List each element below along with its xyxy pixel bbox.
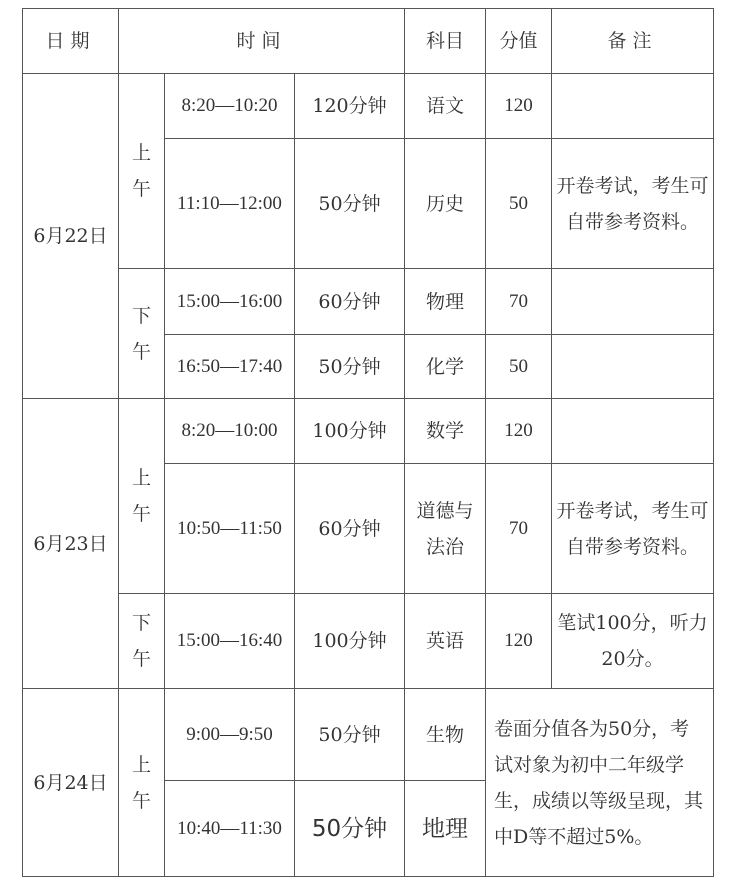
time-cell: 11:10—12:00	[165, 139, 295, 269]
time-cell: 10:50—11:50	[165, 464, 295, 594]
header-score: 分值	[486, 9, 552, 74]
score-cell: 120	[486, 399, 552, 464]
table-row	[23, 74, 714, 139]
table-row	[23, 594, 714, 689]
duration-cell: 100分钟	[295, 594, 405, 689]
duration-cell: 60分钟	[295, 464, 405, 594]
time-cell: 8:20—10:20	[165, 74, 295, 139]
duration-cell: 120分钟	[295, 74, 405, 139]
time-cell: 15:00—16:00	[165, 269, 295, 335]
period-cell: 上午	[119, 689, 165, 877]
date-cell: 6月24日	[23, 689, 119, 877]
time-cell: 15:00—16:40	[165, 594, 295, 689]
remark-cell: 笔试100分，听力20分。	[552, 594, 714, 689]
table-row	[23, 269, 714, 335]
remark-cell: 开卷考试，考生可自带参考资料。	[552, 139, 714, 269]
date-cell: 6月23日	[23, 399, 119, 689]
subject-cell: 地理	[405, 781, 486, 877]
subject-cell: 语文	[405, 74, 486, 139]
remark-cell	[552, 269, 714, 335]
score-cell: 120	[486, 74, 552, 139]
header-subject: 科目	[405, 9, 486, 74]
score-cell: 50	[486, 335, 552, 399]
subject-cell: 数学	[405, 399, 486, 464]
score-cell: 70	[486, 269, 552, 335]
duration-cell: 50分钟	[295, 335, 405, 399]
score-cell: 50	[486, 139, 552, 269]
duration-cell: 50分钟	[295, 689, 405, 781]
time-cell: 16:50—17:40	[165, 335, 295, 399]
duration-cell: 100分钟	[295, 399, 405, 464]
time-cell: 10:40—11:30	[165, 781, 295, 877]
period-cell: 上午	[119, 399, 165, 594]
period-cell: 下午	[119, 269, 165, 399]
header-date: 日期	[23, 9, 119, 74]
duration-cell: 50分钟	[295, 781, 405, 877]
table-row	[23, 399, 714, 464]
subject-cell: 物理	[405, 269, 486, 335]
subject-cell: 化学	[405, 335, 486, 399]
date-cell: 6月22日	[23, 74, 119, 399]
subject-cell: 历史	[405, 139, 486, 269]
header-remark: 备注	[552, 9, 714, 74]
duration-cell: 50分钟	[295, 139, 405, 269]
exam-schedule-table	[22, 8, 714, 877]
subject-cell: 英语	[405, 594, 486, 689]
subject-cell: 生物	[405, 689, 486, 781]
remark-cell	[552, 335, 714, 399]
remark-cell: 卷面分值各为50分，考试对象为初中二年级学生，成绩以等级呈现，其中D等不超过5%。	[486, 689, 714, 877]
period-cell: 下午	[119, 594, 165, 689]
table-row	[23, 689, 714, 781]
header-time: 时间	[119, 9, 405, 74]
score-cell: 120	[486, 594, 552, 689]
period-cell: 上午	[119, 74, 165, 269]
remark-cell: 开卷考试，考生可自带参考资料。	[552, 464, 714, 594]
remark-cell	[552, 74, 714, 139]
subject-cell: 道德与法治	[405, 464, 486, 594]
time-cell: 9:00—9:50	[165, 689, 295, 781]
remark-cell	[552, 399, 714, 464]
header-row	[23, 9, 714, 74]
time-cell: 8:20—10:00	[165, 399, 295, 464]
score-cell: 70	[486, 464, 552, 594]
duration-cell: 60分钟	[295, 269, 405, 335]
